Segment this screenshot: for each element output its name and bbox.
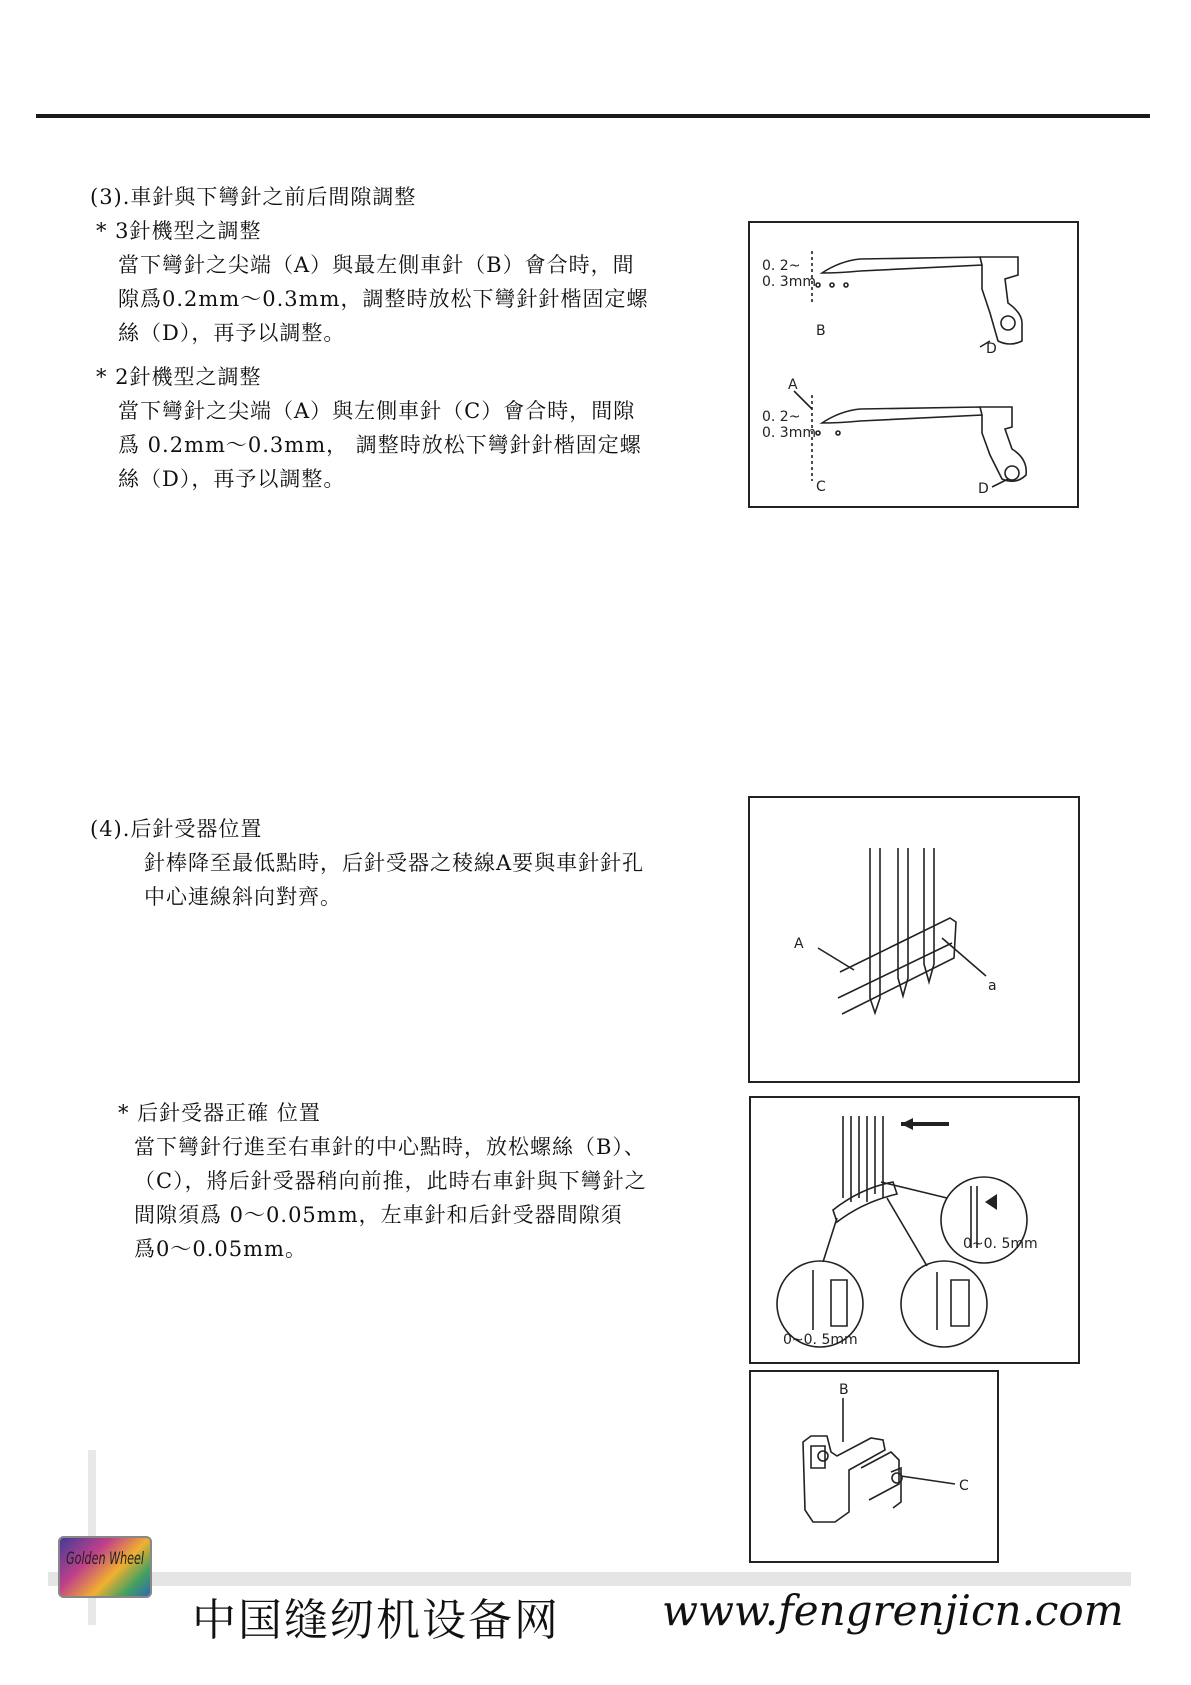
correct-line3: 間隙須爲 0～0.05mm，左車針和后針受器間隙須 bbox=[134, 1203, 623, 1227]
gap-detail-diagram bbox=[751, 1098, 1078, 1362]
gap-label-right: 0~0. 5mm bbox=[963, 1236, 1038, 1252]
screw-diagram bbox=[751, 1372, 997, 1561]
gap-label-top-1: 0. 2~ bbox=[762, 258, 801, 274]
label-B-screw: B bbox=[839, 1382, 849, 1398]
section4-line1: 針棒降至最低點時，后針受器之稜線A要與車針針孔 bbox=[144, 851, 645, 875]
correct-line1: 當下彎針行進至右車針的中心點時，放松螺絲（B）、 bbox=[134, 1135, 646, 1159]
footer-site-name: 中国缝纫机设备网 bbox=[192, 1595, 560, 1646]
gap-label-left: 0~0. 5mm bbox=[783, 1332, 858, 1348]
label-C: C bbox=[816, 479, 826, 495]
golden-wheel-logo bbox=[58, 1536, 152, 1598]
section3-sub2-title: * 2針機型之調整 bbox=[96, 365, 262, 389]
section4-line2: 中心連線斜向對齊。 bbox=[144, 885, 342, 909]
label-D-2: D bbox=[978, 481, 989, 497]
section3-sub2-line1: 當下彎針之尖端（A）與左側車針（C）會合時，間隙 bbox=[118, 399, 636, 423]
logo-text: Golden Wheel bbox=[66, 1549, 145, 1569]
section3-sub1-line2: 隙爲0.2mm～0.3mm，調整時放松下彎針針楷固定螺 bbox=[118, 287, 649, 311]
arrow-head-icon bbox=[901, 1118, 913, 1130]
section3-sub1-line3: 絲（D），再予以調整。 bbox=[118, 321, 346, 345]
needle-guard-figure bbox=[748, 796, 1080, 1083]
top-rule bbox=[36, 114, 1150, 118]
label-a-guard: a bbox=[988, 978, 997, 994]
looper-2needle bbox=[794, 391, 1026, 487]
label-C-screw: C bbox=[959, 1478, 969, 1494]
section3-sub1-title: * 3針機型之調整 bbox=[96, 219, 262, 243]
label-D-1: D bbox=[986, 341, 997, 357]
gap-label-bottom-2: 0. 3mm bbox=[762, 425, 816, 441]
section3-sub1-line1: 當下彎針之尖端（A）與最左側車針（B）會合時，間 bbox=[118, 253, 635, 277]
correct-position-title: * 后針受器正確 位置 bbox=[118, 1101, 321, 1125]
label-A: A bbox=[788, 377, 798, 393]
label-A-guard: A bbox=[794, 936, 804, 952]
gap-label-top-2: 0. 2~ bbox=[762, 409, 801, 425]
footer-url[interactable]: www.fengrenjicn.com bbox=[662, 1586, 1124, 1635]
correct-line4: 爲0～0.05mm。 bbox=[134, 1237, 307, 1261]
section3-heading: (3).車針與下彎針之前后間隙調整 bbox=[90, 185, 417, 209]
correct-line2: （C），將后針受器稍向前推，此時右車針與下彎針之 bbox=[134, 1169, 647, 1193]
screw-figure bbox=[749, 1370, 999, 1563]
looper-3needle bbox=[812, 251, 1022, 347]
gap-label-bottom-1: 0. 3mm bbox=[762, 274, 816, 290]
section3-sub2-line3: 絲（D），再予以調整。 bbox=[118, 467, 346, 491]
section3-sub2-line2: 爲 0.2mm～0.3mm， 調整時放松下彎針針楷固定螺 bbox=[118, 433, 642, 457]
section4-heading: (4).后針受器位置 bbox=[90, 817, 263, 841]
label-B: B bbox=[816, 323, 826, 339]
looper-gap-diagram bbox=[750, 223, 1077, 506]
looper-gap-figure bbox=[748, 221, 1079, 508]
needle-guard-diagram bbox=[750, 798, 1078, 1081]
gap-detail-figure bbox=[749, 1096, 1080, 1364]
gap-pointer-icon bbox=[985, 1194, 997, 1210]
